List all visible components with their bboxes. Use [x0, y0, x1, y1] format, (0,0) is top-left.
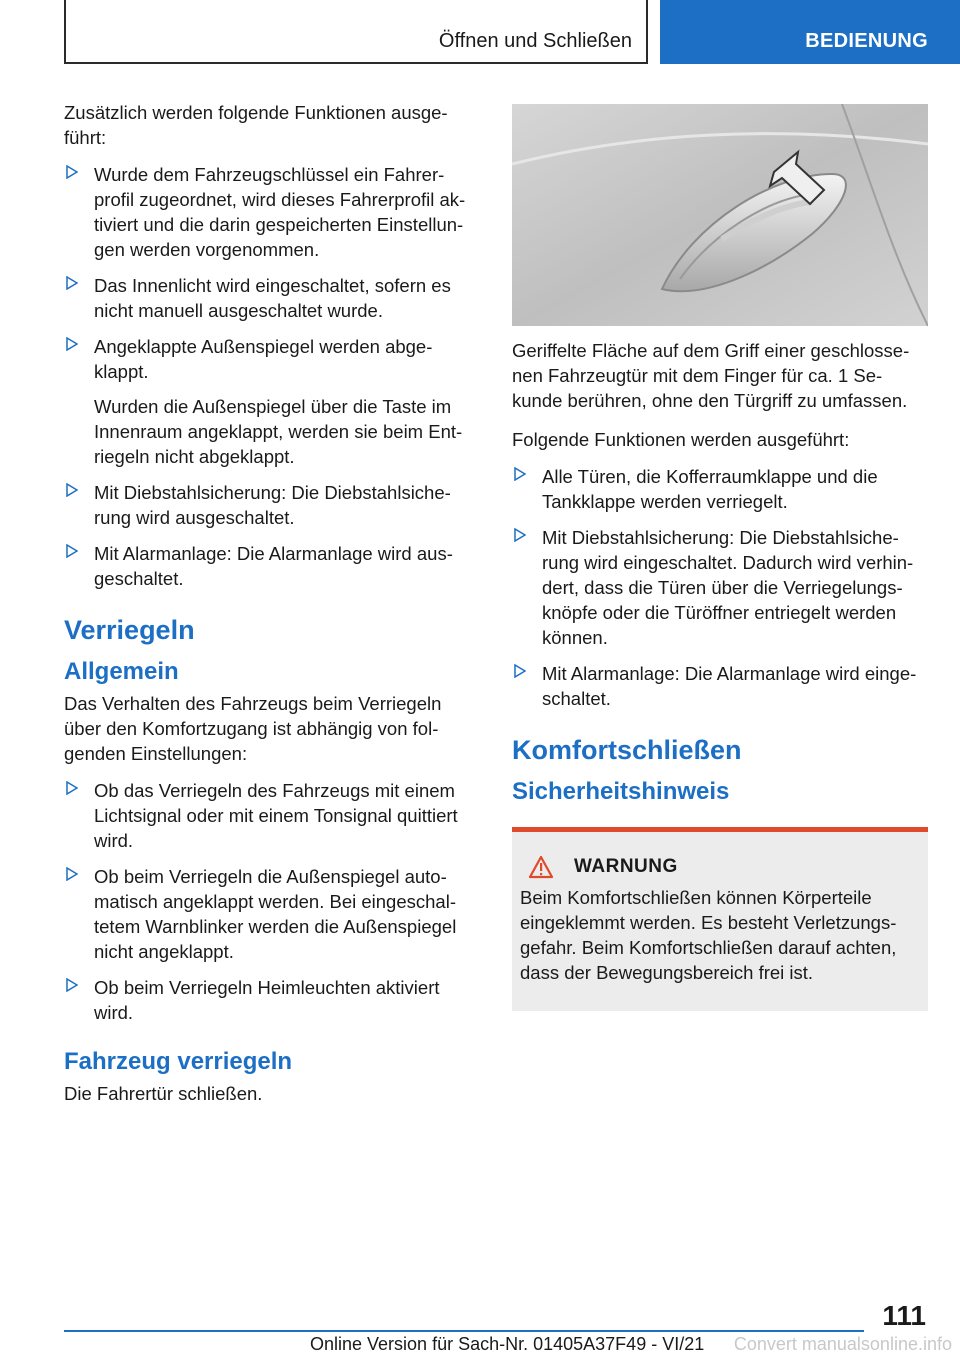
triangle-bullet-icon: [66, 867, 78, 881]
door-handle-image: [512, 104, 928, 326]
warning-box: [512, 827, 928, 1011]
image-caption: Geriffelte Fläche auf dem Griff einer geschlosse-nen Fahrzeugtür mit dem Finger für ca. 1 Se-kunde berühren, ohne den Türgriff zu umfassen.: [512, 340, 910, 411]
heading-verriegeln: Verriegeln: [64, 615, 195, 645]
list-item: Ob das Verriegeln des Fahrzeugs mit einem Lichtsignal oder mit einem Tonsignal quittiert wird.: [64, 778, 476, 853]
intro-text: Zusätzlich werden folgende Funktionen ausge-führt:: [64, 102, 448, 148]
header-chapter-box: [64, 0, 648, 64]
online-version-text: Online Version für Sach-Nr. 01405A37F49 - VI/21: [310, 1334, 705, 1354]
section-label: BEDIENUNG: [805, 30, 928, 52]
page-number: 111: [882, 1300, 926, 1331]
heading-fahrzeug-verriegeln: Fahrzeug verriegeln: [64, 1048, 293, 1075]
chapter-title: Öffnen und Schließen: [438, 30, 632, 52]
triangle-bullet-icon: [514, 528, 526, 542]
triangle-bullet-icon: [514, 664, 526, 678]
heading-sicherheitshinweis: Sicherheitshinweis: [512, 778, 730, 805]
lock-vehicle-text: Die Fahrertür schließen.: [64, 1083, 263, 1104]
general-text: Das Verhalten des Fahrzeugs beim Verriegeln über den Komfortzugang ist abhängig von fol-genden Einstellungen:: [64, 693, 442, 764]
triangle-bullet-icon: [66, 544, 78, 558]
heading-allgemein: Allgemein: [64, 658, 179, 685]
function-list: [64, 162, 476, 591]
triangle-bullet-icon: [514, 467, 526, 481]
warning-header: [528, 854, 920, 879]
warning-triangle-icon: [528, 855, 554, 879]
list-item: Ob beim Verriegeln die Außenspiegel auto-matisch angeklappt werden. Bei eingeschal-tetem Warnblinker werden die Außenspiegel nicht angeklappt.: [64, 864, 476, 964]
list-item: Alle Türen, die Kofferraumklappe und die Tankklappe werden verriegelt.: [512, 464, 928, 514]
left-column: [64, 100, 476, 1106]
list-item: Mit Diebstahlsicherung: Die Diebstahlsiche-rung wird eingeschaltet. Dadurch wird verhin-dert, dass die Türen über die Verriegelungs-knöpfe oder die Türöffner entriegelt werden können.: [512, 525, 928, 650]
list-item: Mit Diebstahlsicherung: Die Diebstahlsiche-rung wird ausgeschaltet.: [64, 480, 476, 530]
triangle-bullet-icon: [66, 483, 78, 497]
triangle-bullet-icon: [66, 781, 78, 795]
footer-rule: [64, 1330, 864, 1332]
warning-text: Beim Komfortschließen können Körperteile eingeklemmt werden. Es besteht Verletzungs-gefahr. Beim Komfortschließen darauf achten, dass der Bewegungsbereich frei ist.: [520, 887, 897, 983]
header-section-tab: [660, 0, 960, 64]
mirror-note: Wurden die Außenspiegel über die Taste im Innenraum angeklappt, werden sie beim Ent-riegeln nicht abgeklappt.: [94, 396, 463, 467]
list-item: Mit Alarmanlage: Die Alarmanlage wird einge-schaltet.: [512, 661, 928, 711]
list-item: Mit Alarmanlage: Die Alarmanlage wird aus-geschaltet.: [64, 541, 476, 591]
heading-komfortschliessen: Komfortschließen: [512, 735, 742, 765]
triangle-bullet-icon: [66, 337, 78, 351]
list-item: Wurde dem Fahrzeugschlüssel ein Fahrer-profil zugeordnet, wird dieses Fahrerprofil ak-tiviert und die darin gespeicherten Einstellun-gen werden vorgenommen.: [64, 162, 476, 262]
settings-list: [64, 778, 476, 1025]
watermark: Convert manualsonline.info: [733, 1334, 952, 1354]
triangle-bullet-icon: [66, 276, 78, 290]
triangle-bullet-icon: [66, 165, 78, 179]
lock-function-list: [512, 464, 928, 711]
list-item: Ob beim Verriegeln Heimleuchten aktiviert wird.: [64, 975, 476, 1025]
list-item: Angeklappte Außenspiegel werden abge-klappt. Wurden die Außenspiegel über die Taste im Innenraum angeklappt, werden sie beim Ent-riegeln nicht abgeklappt.: [64, 334, 476, 469]
warning-title: WARNUNG: [574, 856, 678, 877]
list-item: Das Innenlicht wird eingeschaltet, sofern es nicht manuell ausgeschaltet wurde.: [64, 273, 476, 323]
functions-intro: Folgende Funktionen werden ausgeführt:: [512, 429, 850, 450]
triangle-bullet-icon: [66, 978, 78, 992]
right-column: [512, 104, 928, 1011]
